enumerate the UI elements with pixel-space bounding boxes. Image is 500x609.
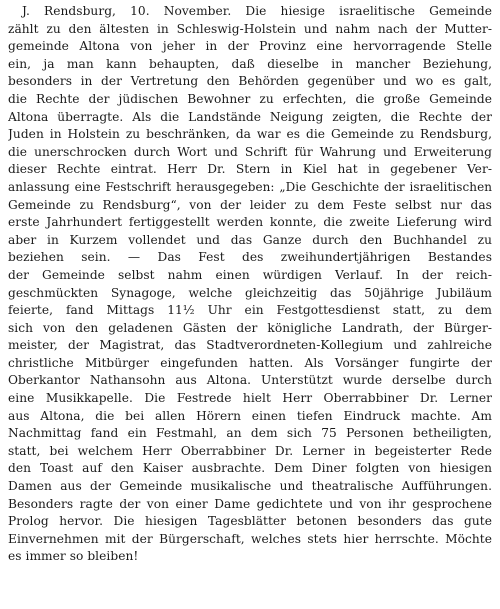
article-line: Besonders ragte der von einer Dame gedichtete und von ihr gesprochene [8, 496, 492, 511]
article-line: der Gemeinde selbst nahm einen würdigen Verlauf. In der reich- [8, 267, 492, 282]
article-line: die Rechte der jüdischen Bewohner zu erfechten, die große Gemeinde [8, 91, 492, 106]
article-line: Juden in Holstein zu beschränken, da war es die Gemeinde zu Rendsburg, [8, 127, 492, 142]
article-line: gemeinde Altona von jeher in der Provinz eine hervorragende Stelle [8, 39, 492, 54]
article-line: anlassung eine Festschrift herausgegeben: „Die Geschichte der israelitischen [8, 179, 492, 194]
article-line: Altona überragte. Als die Landstände Neigung zeigten, die Rechte der [8, 109, 492, 124]
article-line: Oberkantor Nathansohn aus Altona. Unterstützt wurde derselbe durch [8, 373, 492, 388]
article-line: Nachmittag fand ein Festmahl, an dem sich 75 Personen betheiligten, [8, 426, 492, 441]
article-line: geschmückten Synagoge, welche gleichzeitig das 50jährige Jubiläum [8, 285, 492, 300]
article-line: Prolog hervor. Die hiesigen Tagesblätter betonen besonders das gute [8, 514, 492, 529]
article-line: meister, der Magistrat, das Stadtverordneten-Kollegium und zahlreiche [8, 338, 492, 353]
article-line: Einvernehmen mit der Bürgerschaft, welches stets hier herrschte. Möchte [8, 531, 492, 546]
article-line: erste Jahrhundert fertiggestellt werden konnte, die zweite Lieferung wird [8, 215, 492, 230]
article-line: besonders in der Vertretung den Behörden gegenüber und wo es galt, [8, 74, 492, 89]
article-line: Gemeinde zu Rendsburg“, von der leider zu dem Feste selbst nur das [8, 197, 492, 212]
article-line: feierte, fand Mittags 11½ Uhr ein Festgottesdienst statt, zu dem [8, 303, 492, 318]
article-line: zählt zu den ältesten in Schleswig-Holstein und nahm nach der Mutter- [8, 21, 492, 36]
article-line: eine Musikkapelle. Die Festrede hielt Herr Oberrabbiner Dr. Lerner [8, 391, 492, 406]
article-line: sich von den geladenen Gästen der königliche Landrath, der Bürger- [8, 320, 492, 335]
article-line: J. Rendsburg, 10. November. Die hiesige israelitische Gemeinde [22, 4, 492, 18]
article-line: ein, ja man kann behaupten, daß dieselbe in mancher Beziehung, [8, 56, 492, 71]
article-line: statt, bei welchem Herr Oberrabbiner Dr. Lerner in begeisterter Rede [8, 443, 492, 458]
article-line: die unerschrocken durch Wort und Schrift für Wahrung und Erweiterung [8, 144, 492, 159]
article-line: beziehen sein. — Das Fest des zweihundertjährigen Bestandes [8, 250, 492, 265]
article-line: christliche Mitbürger eingefunden hatten. Als Vorsänger fungirte der [8, 355, 492, 370]
article-line: dieser Rechte eintrat. Herr Dr. Stern in Kiel hat in gegebener Ver- [8, 162, 492, 177]
article-line: Damen aus der Gemeinde musikalische und theatralische Aufführungen. [8, 479, 492, 494]
article-line: es immer so bleiben! [8, 549, 139, 564]
article-line: aus Altona, die bei allen Hörern einen tiefen Eindruck machte. Am [8, 408, 492, 423]
article-line: den Toast auf den Kaiser ausbrachte. Dem Diner folgten von hiesigen [8, 461, 492, 476]
article-line: aber in Kurzem vollendet und das Ganze durch den Buchhandel zu [8, 232, 492, 247]
